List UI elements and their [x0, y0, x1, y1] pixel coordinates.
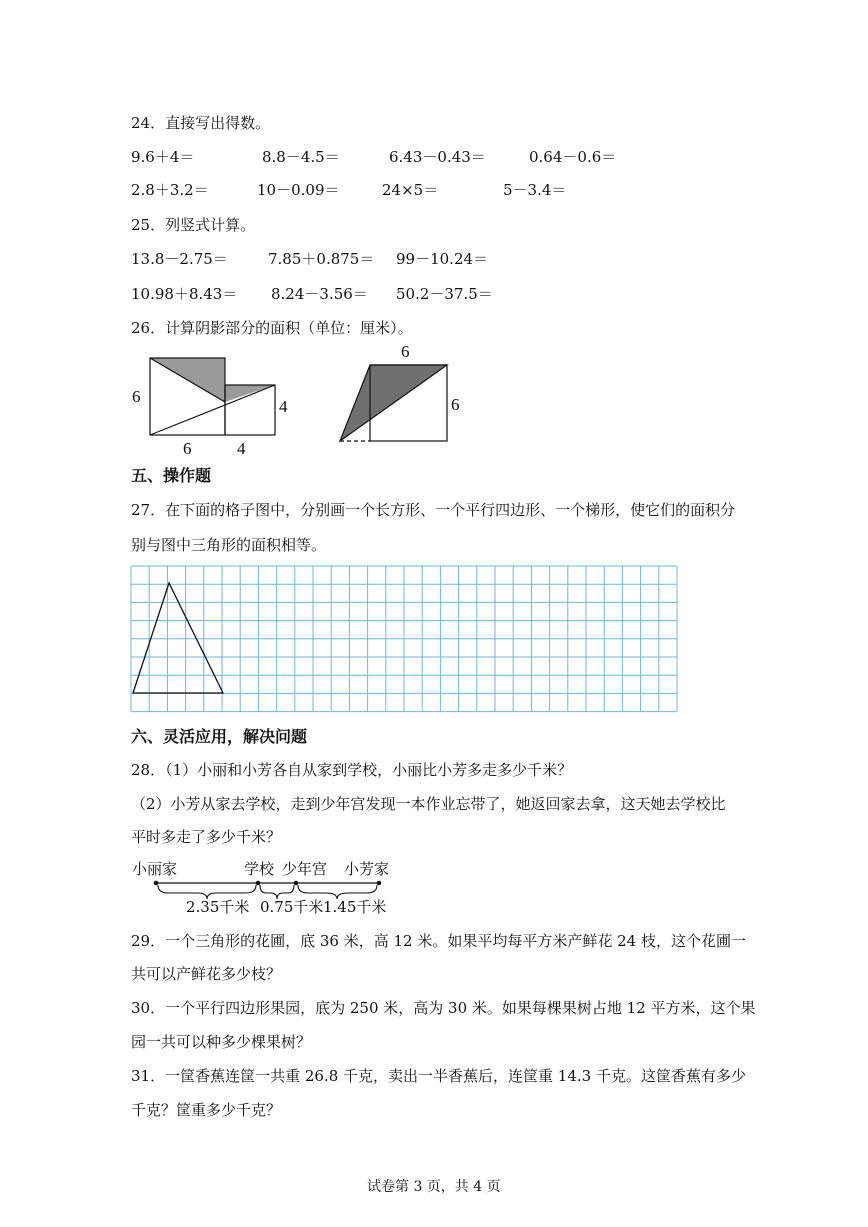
q25-r2-c1: 10.98＋8.43＝	[131, 285, 238, 303]
q28-dist-bc: 0.75千米	[260, 898, 324, 916]
q26-figure-1	[145, 355, 285, 445]
q29-line2: 共可以产鲜花多少枝？	[131, 965, 282, 983]
q28-dist-ab: 2.35千米	[186, 898, 250, 916]
q28-place-b: 学校	[244, 860, 275, 878]
q24-r1-c1: 9.6＋4＝	[131, 148, 195, 166]
q28-place-c: 少年宫	[282, 860, 328, 878]
q27-line2: 别与图中三角形的面积相等。	[131, 536, 327, 554]
q30-line1: 30．一个平行四边形果园，底为 250 米，高为 30 米。如果每棵果树占地 12 平方米，这个果	[131, 999, 756, 1017]
q26-figure-2	[335, 360, 455, 450]
fig1-label-left: 6	[132, 387, 141, 406]
q24-r1-c2: 8.8－4.5＝	[262, 148, 340, 166]
page-footer: 试卷第 3 页，共 4 页	[367, 1179, 501, 1195]
fig2-label-top: 6	[401, 342, 410, 361]
fig1-label-bottom-right: 4	[237, 439, 246, 458]
q25-r1-c2: 7.85＋0.875＝	[268, 250, 375, 268]
q26-title: 26．计算阴影部分的面积（单位：厘米）。	[131, 319, 413, 337]
q24-r2-c4: 5－3.4＝	[503, 181, 567, 199]
q28-point-a	[154, 881, 159, 886]
q28-point-b	[256, 881, 261, 886]
q28-line3: 平时多走了多少千米？	[131, 828, 282, 846]
q28-line1: 28．（1）小丽和小芳各自从家到学校，小丽比小芳多走多少千米？	[131, 761, 573, 779]
q28-point-c	[294, 881, 299, 886]
q28-place-a: 小丽家	[132, 860, 178, 878]
q27-grid	[130, 565, 682, 715]
q28-place-d: 小芳家	[344, 860, 390, 878]
q31-line2: 千克？筐重多少千克？	[131, 1101, 282, 1119]
q25-r1-c3: 99－10.24＝	[396, 250, 489, 268]
q28-point-d	[377, 881, 382, 886]
fig1-label-bottom-left: 6	[183, 439, 192, 458]
q24-r2-c3: 24×5＝	[382, 181, 439, 199]
q25-title: 25．列竖式计算。	[131, 216, 256, 234]
q25-r1-c1: 13.8－2.75＝	[131, 250, 228, 268]
q25-r2-c3: 50.2－37.5＝	[396, 285, 493, 303]
section-6-title: 六、灵活应用，解决问题	[131, 727, 308, 746]
q27-line1: 27．在下面的格子图中，分别画一个长方形、一个平行四边形、一个梯形，使它们的面积分	[131, 501, 736, 519]
q27-triangle	[133, 583, 223, 693]
q24-r2-c2: 10－0.09＝	[257, 181, 340, 199]
q28-brace-ab	[158, 885, 256, 899]
q24-r2-c1: 2.8＋3.2＝	[131, 181, 209, 199]
q30-line2: 园一共可以种多少棵果树？	[131, 1033, 312, 1051]
q28-brace-cd	[298, 885, 377, 899]
fig2-label-right: 6	[451, 395, 460, 414]
section-5-title: 五、操作题	[131, 466, 212, 485]
q24-title: 24．直接写出得数。	[131, 114, 271, 132]
q28-dist-cd: 1.45千米	[323, 898, 387, 916]
fig1-label-right: 4	[279, 397, 288, 416]
q24-r1-c4: 0.64－0.6＝	[529, 148, 617, 166]
q24-r1-c3: 6.43－0.43＝	[389, 148, 486, 166]
q25-r2-c2: 8.24－3.56＝	[271, 285, 368, 303]
q29-line1: 29．一个三角形的花圃，底 36 米，高 12 米。如果平均每平方米产鲜花 24 枝，这个花圃一	[131, 932, 746, 950]
q28-brace-bc	[260, 885, 294, 899]
q28-line2: （2）小芳从家去学校，走到少年宫发现一本作业忘带了，她返回家去拿，这天她去学校比	[131, 795, 726, 813]
q31-line1: 31．一筐香蕉连筐一共重 26.8 千克，卖出一半香蕉后，连筐重 14.3 千克。这筐香蕉有多少	[131, 1067, 746, 1085]
